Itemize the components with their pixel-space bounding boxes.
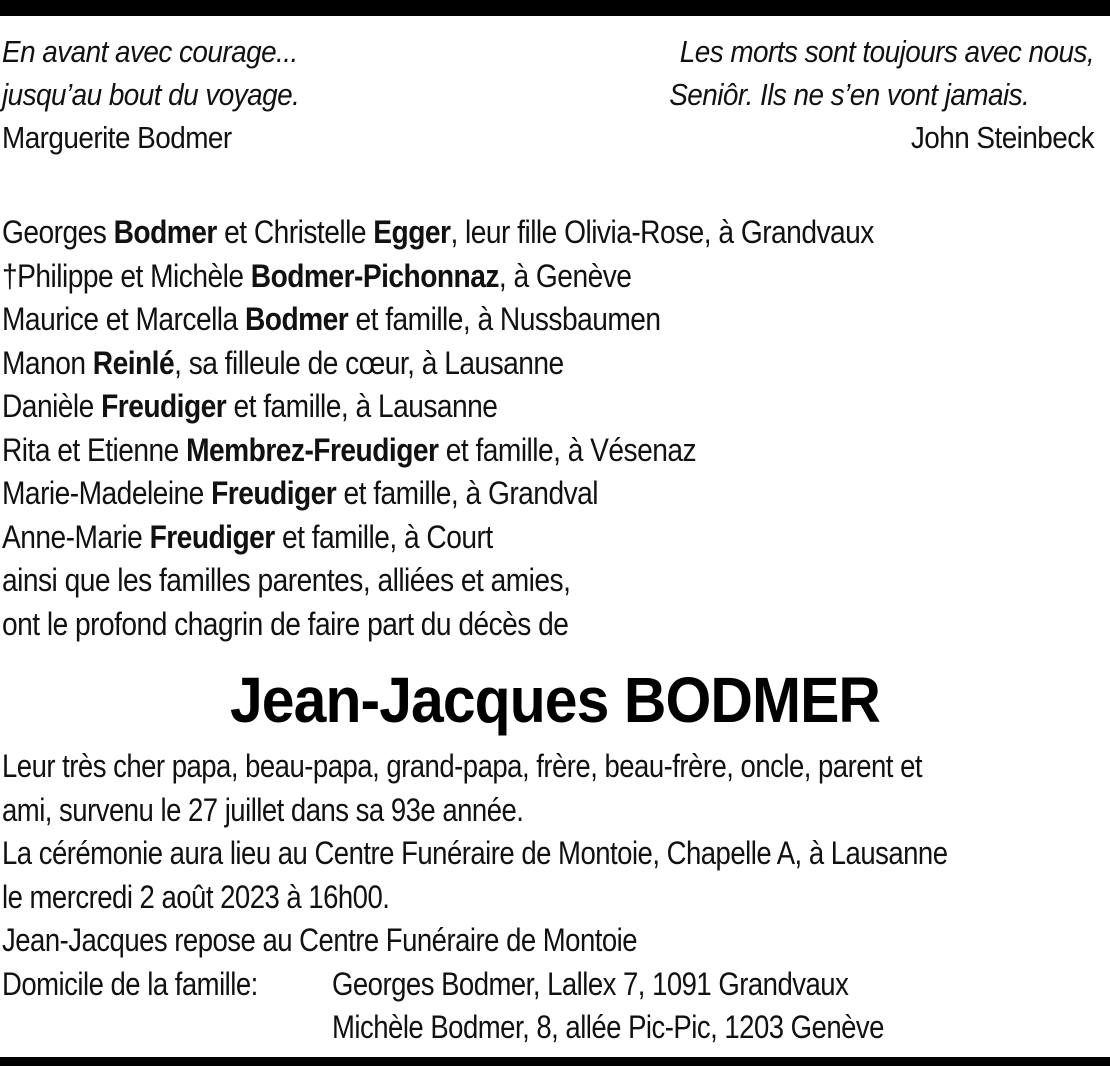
- family-announcement-list: [2, 211, 993, 646]
- family-surname: Reinlé: [92, 344, 175, 381]
- epigraph-right-line-2: Seniôr. Ils ne s’en vont jamais.: [669, 77, 1030, 112]
- family-surname: Bodmer: [113, 214, 217, 250]
- family-address-row: [2, 963, 1101, 1007]
- family-line: [2, 385, 874, 429]
- epigraph-left: [2, 30, 332, 159]
- epigraph-left-author: Marguerite Bodmer: [2, 120, 232, 155]
- epigraph-right-author: John Steinbeck: [910, 120, 1094, 155]
- family-text: et famille, à Nussbaumen: [348, 301, 661, 337]
- family-text: et famille, à Grandval: [336, 475, 598, 511]
- family-text: et famille, à Lausanne: [226, 388, 498, 424]
- top-border-rule: [0, 0, 1110, 16]
- family-surname: Freudiger: [211, 475, 337, 511]
- family-line: [2, 472, 874, 516]
- details-line-2: ami, survenu le 27 juillet dans sa 93e année.: [2, 791, 524, 828]
- family-text: Danièle: [2, 388, 102, 424]
- deceased-name: Jean-Jacques BODMER: [229, 664, 881, 736]
- family-text: et famille, à Vésenaz: [438, 431, 697, 468]
- family-line: [2, 429, 874, 473]
- family-address-row: [2, 1006, 1101, 1050]
- family-text: Georges: [2, 214, 114, 250]
- family-text: , leur fille Olivia-Rose, à Grandvaux: [450, 214, 874, 250]
- family-text: Maurice et Marcella: [2, 301, 245, 337]
- epigraph-left-line-1: En avant avec courage...: [2, 34, 298, 69]
- family-text: Manon: [2, 344, 93, 381]
- family-surname: Freudiger: [149, 518, 275, 555]
- family-text: ont le profond chagrin de faire part du décès de: [2, 605, 569, 642]
- family-text: Anne-Marie: [2, 518, 150, 555]
- family-address-1: Georges Bodmer, Lallex 7, 1091 Grandvaux: [332, 965, 849, 1002]
- epigraph-left-line-2: jusqu’au bout du voyage.: [2, 77, 300, 112]
- family-line: [2, 342, 874, 386]
- family-line: [2, 255, 874, 299]
- family-text: , à Genève: [498, 257, 632, 294]
- family-text: Marie-Madeleine: [2, 475, 212, 511]
- family-text: Rita et Etienne: [2, 431, 187, 468]
- family-text: et Christelle: [216, 214, 374, 250]
- details-line-1: Leur très cher papa, beau-papa, grand-papa, frère, beau-frère, oncle, parent et: [2, 748, 922, 784]
- family-address-label: Domicile de la famille:: [2, 965, 258, 1002]
- family-line: [2, 603, 874, 647]
- family-surname: Egger: [373, 214, 451, 250]
- details-line-4: le mercredi 2 août 2023 à 16h00.: [2, 878, 390, 915]
- family-line: [2, 559, 874, 603]
- details-line-3: La cérémonie aura lieu au Centre Funéraire de Montoie, Chapelle A, à Lausanne: [2, 835, 948, 871]
- family-address-2: Michèle Bodmer, 8, allée Pic-Pic, 1203 Genève: [332, 1009, 884, 1045]
- family-surname: Freudiger: [101, 388, 227, 424]
- epigraph-right: [622, 30, 1094, 159]
- ceremony-details: [2, 745, 1101, 1050]
- bottom-border-rule: [0, 1057, 1110, 1066]
- details-line-5: Jean-Jacques repose au Centre Funéraire de Montoie: [2, 922, 638, 958]
- family-line: [2, 211, 874, 255]
- family-surname: Bodmer-Pichonnaz: [250, 257, 499, 294]
- family-surname: Membrez-Freudiger: [186, 431, 439, 468]
- epigraph-right-line-1: Les morts sont toujours avec nous,: [679, 34, 1094, 69]
- family-text: †Philippe et Michèle: [2, 257, 251, 294]
- family-text: et famille, à Court: [274, 518, 493, 555]
- family-surname: Bodmer: [244, 301, 349, 337]
- family-line: [2, 516, 874, 560]
- family-line: [2, 298, 874, 342]
- family-text: , sa filleule de cœur, à Lausanne: [174, 344, 564, 381]
- family-text: ainsi que les familles parentes, alliées et amies,: [2, 562, 571, 598]
